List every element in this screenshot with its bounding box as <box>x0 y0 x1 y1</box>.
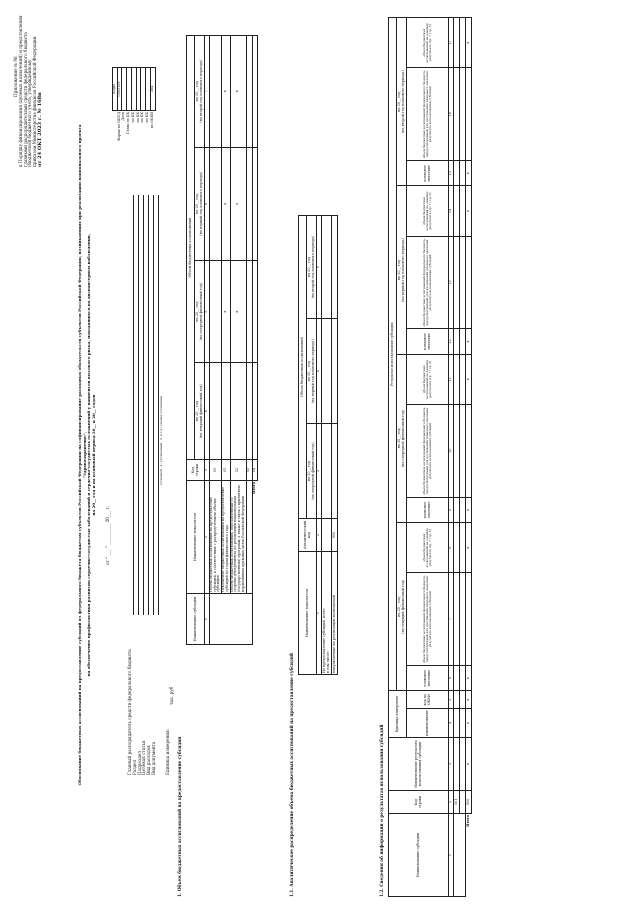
s12-unit-okei: код по ОКЕИ <box>407 691 449 709</box>
vr-label: по БК <box>145 112 150 123</box>
appendix-block <box>14 15 44 167</box>
row-label-tselevaya: Целевая статья <box>141 740 147 775</box>
s1-row-text: Объем бюджетных ассигнований, обусловленный со стороны департамента по реализации национальных (государственных) программ, а также в связи с принятием нормативных правовых актов Российской Федерации <box>230 481 246 594</box>
date-label: Дата <box>121 112 126 121</box>
s12-year-4: на 20__ год (на второй год планового периода) <box>397 18 407 186</box>
s12-sub-budget: объем бюджетных ассигнований федерального бюджета, предусмотренный для достижения планового значения результата использования субсидии <box>407 236 449 329</box>
title-line-3: на 20__ год и на плановый период 20__ и 20__ годов <box>90 394 96 516</box>
s12-total-label: Итого <box>465 815 470 827</box>
row-label-grbs: Главный распорядитель средств федерального бюджета <box>127 649 132 775</box>
s1-x: x <box>230 260 246 363</box>
s1-row-code: 02 <box>230 460 246 481</box>
s1-num: 3 <box>205 460 210 481</box>
s12-year-2: на 20__ год (на очередной финансовый год) <box>397 354 407 522</box>
glava-label: Глава по БК <box>126 112 131 134</box>
s11-row2-code: 900 <box>332 519 338 552</box>
s1-row-code: 03 <box>246 460 252 481</box>
s11-col-indicator: Наименование показателя <box>299 552 317 675</box>
s12-year-3: на 20__ год (на первый год планового периода) <box>397 186 407 354</box>
doc-hint: (основной - 1; уточненный - 2, и т.д.) (номер уточнения) <box>159 395 163 485</box>
s11-row2: направляемые на реализацию полномочий <box>332 552 338 675</box>
s12-sub-value: плановое значение <box>407 161 449 186</box>
unit-label: Единица измерения: <box>165 728 170 775</box>
section11-table <box>298 215 338 675</box>
document-date: от " ___ " __________ 20___ г. <box>105 505 110 565</box>
row-label-razdel: Раздел <box>131 759 137 775</box>
s11-num: 3 <box>317 424 322 519</box>
s11-year-2: на 20__ год (на очередной финансовый год) <box>307 424 317 519</box>
s12-sub-cost: объем бюджетных ассигнований на единицу результата (гр. 7 / гр. 6) <box>407 523 449 573</box>
s11-num: 2 <box>317 519 322 552</box>
s11-num: 1 <box>317 552 322 675</box>
s1-total-code: 04 <box>252 460 257 481</box>
s1-name-cell <box>210 594 253 645</box>
section12-table <box>388 17 472 897</box>
s12-unit-name: наименование <box>407 709 449 738</box>
title-line-2: на обеспечение профилактики развития сердечно-сосудистых заболеваний и сердечно-сосудистых осложнений у пациентов высокого риска, находящихся на диспансерном наблюдении, <box>86 233 92 677</box>
s12-total-code: 900 <box>466 791 472 814</box>
s1-row-code: 01 <box>210 460 222 481</box>
row-label-podrazdel: Подраздел <box>136 751 142 775</box>
appendix-line: приказом Министерства финансов Российской Федерации <box>32 36 38 167</box>
okei-code: 384 <box>150 68 155 111</box>
s11-row1: На предоставление субсидий, всего в том числе: <box>322 552 332 675</box>
document-title <box>78 105 96 805</box>
unit-value: тыс. руб <box>169 686 174 705</box>
s1-num: 4 <box>205 363 210 460</box>
s12-sub-cost: объем бюджетных ассигнований на единицу результата (гр. 7 / гр. 6) <box>407 354 449 404</box>
s11-num: 4 <box>317 319 322 424</box>
s1-row-text: Объем бюджетных ассигнований на предоставление субсидий, в соответствии с распределением объема субсидии <box>210 481 222 594</box>
s1-num: 7 <box>205 36 210 148</box>
s11-col-volume: Объем бюджетных ассигнований <box>299 216 307 519</box>
s12-col-name: Наименование субсидии <box>389 814 449 897</box>
s1-x: x <box>222 147 230 260</box>
form-label: Форма по ОКУД <box>116 112 121 141</box>
s12-sub-value: плановое значение <box>407 666 449 691</box>
prz-label: по БК <box>135 112 140 123</box>
s1-year-4: на 20__ год (на второй год планового периода) <box>195 36 205 148</box>
s1-col-volume: Объем бюджетных ассигнований <box>187 36 195 460</box>
s12-sub-cost: объем бюджетных ассигнований на единицу результата (гр. 7 / гр. 6) <box>407 186 449 236</box>
s1-row-code: 01 <box>222 460 230 481</box>
s12-sub-budget: объем бюджетных ассигнований федерального бюджета, предусмотренный для достижения планового значения результата использования субсидии <box>407 404 449 497</box>
s11-year-3: на 20__ год (на первый год планового периода) <box>307 319 317 424</box>
s12-sub-budget: объем бюджетных ассигнований федерального бюджета, предусмотренный для достижения планового значения результата использования субсидии <box>407 573 449 666</box>
s11-num: 5 <box>317 216 322 319</box>
row-label-vid-rashodov: Вид расходов <box>146 745 152 775</box>
s1-total-label: Итого <box>251 482 256 494</box>
header-rows <box>128 649 157 775</box>
s1-x: x <box>230 36 246 148</box>
appendix-line: к Порядку финансирования (целевых назначений) и представления <box>17 15 23 167</box>
fill-line <box>143 195 144 615</box>
section12-title: 1.2. Сведения об информации о результатах использования субсидий <box>379 724 384 897</box>
s12-sub-budget: объем бюджетных ассигнований федерального бюджета, предусмотренный для достижения планового значения результата использования субсидии <box>407 68 449 161</box>
s1-x: x <box>222 36 230 148</box>
appendix-line: (бюджетной бюджетного учета, утвержденному <box>27 59 33 167</box>
s1-num: 6 <box>205 147 210 260</box>
s1-row-text: Отклонение бюджетных ассигнований на предоставление субсидий по годам финансового года <box>222 481 230 594</box>
s1-x: x <box>222 260 230 363</box>
fill-line <box>138 195 139 615</box>
s1-col-indicator: Наименование показателя <box>187 481 205 594</box>
s1-year-3: на 20__ год (на первый год планового периода) <box>195 147 205 260</box>
rz-label: по БК <box>130 112 135 123</box>
section11-title: 1.1. Аналитическое распределение объема бюджетных ассигнований на предоставление субсидий <box>289 653 294 897</box>
s12-row-code: 001 <box>454 791 460 814</box>
s1-year-2: на 20__ год (на очередной финансовый год) <box>195 260 205 363</box>
appendix-number: Приложение № 98 <box>13 56 18 97</box>
s1-num: 1 <box>205 594 210 645</box>
okei-label: по ОКЕИ <box>149 112 154 129</box>
fill-line <box>148 195 149 615</box>
s12-total-row: Итого 900 x x x x x x x x x x x <box>466 18 472 897</box>
s11-col-code: Аналитический код <box>299 519 317 552</box>
s1-col-name: Наименование субсидии <box>187 594 205 645</box>
appendix-date: от 24 ОКТ 2023 г. № 168н <box>37 92 44 167</box>
s12-col-result-name: Наименование результата использования субсидии <box>389 738 449 791</box>
s12-sub-cost: объем бюджетных ассигнований на единицу результата (гр. 7 / гр. 6) <box>407 18 449 68</box>
csr-label: по БК <box>140 112 145 123</box>
s12-col-results: Результат использования субсидии <box>389 18 397 691</box>
row-label-vid-doc: Вид документа <box>151 741 157 775</box>
section1-title: 1. Объем бюджетных ассигнований на предоставление субсидии <box>177 736 182 897</box>
s1-year-1: на 20__ год (на текущий финансовый год) <box>195 363 205 460</box>
codes-table <box>112 67 156 145</box>
s12-col-unit: Единица измерения <box>389 691 407 738</box>
s12-col-code: Код строки <box>389 791 449 814</box>
fill-line <box>153 195 154 615</box>
s1-col-code: Код строки <box>187 460 205 481</box>
s12-num-row: 1 2 3 4 5 6 7 8 9 10 11 12 13 14 15 16 17 <box>449 18 454 897</box>
s12-year-1: на 20__ год (на текущий финансовый год) <box>397 523 407 691</box>
codes-header: Коды <box>113 68 118 111</box>
s1-num: 5 <box>205 260 210 363</box>
s1-x: x <box>230 147 246 260</box>
fill-line <box>133 195 134 615</box>
s12-sub-value: плановое значение <box>407 329 449 354</box>
s11-year-4: на 20__ год (на второй год планового периода) <box>307 216 317 319</box>
title-line-1: Обоснование бюджетных ассигнований на предоставление субсидий из федерального бюджета бюджетам субъектов Российской Федерации на софинансирование расходных обязательств субъектов Российской Федерации, возникающих при реализации национального проекта "Здравоохранение", <box>77 124 87 786</box>
s1-num: 2 <box>205 481 210 594</box>
appendix-line: главными распорядителями средств федерального бюджета <box>22 32 28 167</box>
form-code: 0505139 <box>117 68 122 111</box>
section1-table <box>186 35 258 645</box>
s12-sub-value: плановое значение <box>407 497 449 522</box>
